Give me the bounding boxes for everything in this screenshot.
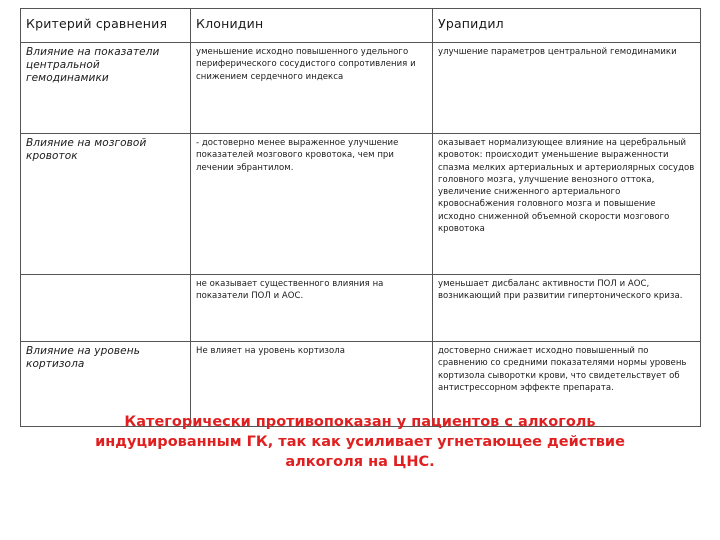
urapidil-cell: достоверно снижает исходно повышенный по сравнению со средними показателями нормы уровень кортизола сыворотки крови, что свидетельствует об антистрессорном эффекте препарата. <box>433 342 701 427</box>
table-header-row <box>21 9 701 43</box>
criterion-cell: Влияние на мозговой кровоток <box>21 134 191 275</box>
urapidil-cell: уменьшает дисбаланс активности ПОЛ и АОС, возникающий при развитии гипертонического криза. <box>433 275 701 342</box>
clonidine-cell: уменьшение исходно повышенного удельного периферического сосудистого сопротивления и снижением сердечного индекса <box>191 43 433 134</box>
criterion-cell: Влияние на уровень кортизола <box>21 342 191 427</box>
criterion-cell: Влияние на показатели центральной гемодинамики <box>21 43 191 134</box>
urapidil-cell: улучшение параметров центральной гемодинамики <box>433 43 701 134</box>
clonidine-cell: не оказывает существенного влияния на показатели ПОЛ и АОС. <box>191 275 433 342</box>
clonidine-cell: Не влияет на уровень кортизола <box>191 342 433 427</box>
header-clonidine: Клонидин <box>191 9 433 43</box>
criterion-cell <box>21 275 191 342</box>
table-row <box>21 275 701 342</box>
header-criterion: Критерий сравнения <box>21 9 191 43</box>
header-urapidil: Урапидил <box>433 9 701 43</box>
comparison-table <box>20 8 701 427</box>
table-row <box>21 43 701 134</box>
clonidine-cell: - достоверно менее выраженное улучшение показателей мозгового кровотока, чем при лечении эбрантилом. <box>191 134 433 275</box>
table-row <box>21 134 701 275</box>
conclusion-text: Категорически противопоказан у пациентов с алкоголь индуцированным ГК, так как усиливает угнетающее действие алкоголя на ЦНС. <box>95 414 625 470</box>
urapidil-cell: оказывает нормализующее влияние на церебральный кровоток: происходит уменьшение выраженности спазма мелких артериальных и артериолярных сосудов головного мозга, улучшение венозного оттока, увеличение сниженного артериального кровоснабжения головного мозга и повышение исходно сниженной объемной скорости мозгового кровотока <box>433 134 701 275</box>
